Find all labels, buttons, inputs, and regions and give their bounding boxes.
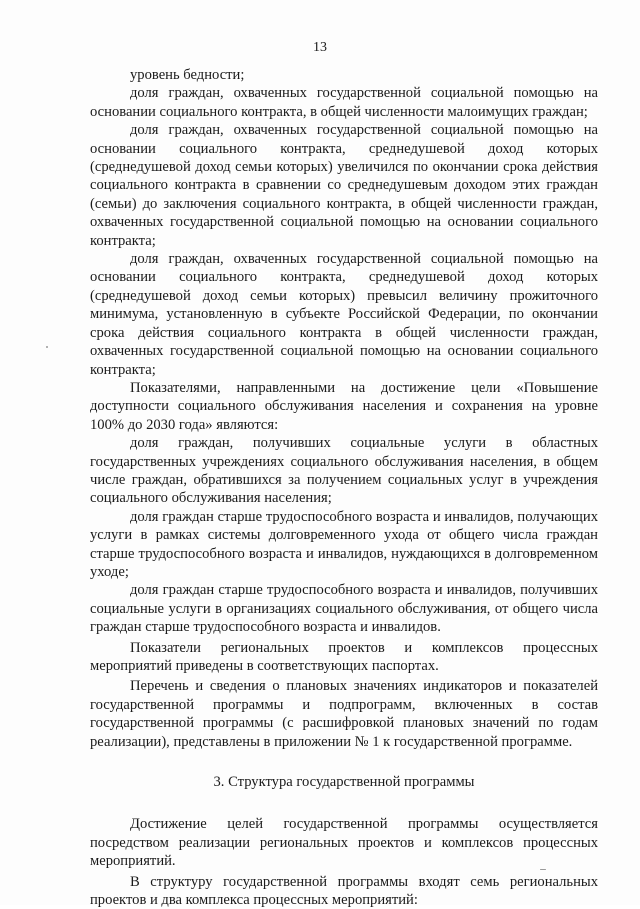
paragraph: доля граждан, получивших социальные услуги в областных государственных учреждениях социального обслуживания населения, в общем числе граждан, обратившихся за получением социальных услуг в учреждения социального обслуживания населения; — [90, 435, 598, 507]
page-body — [90, 66, 598, 909]
paragraph: Показателями, направленными на достижение цели «Повышение доступности социального обслуживания населения и сохранения на уровне 100% до 2030 года» являются: — [90, 379, 598, 433]
paragraph: Достижение целей государственной программы осуществляется посредством реализации региональных проектов и комплексов процессных мероприятий. — [90, 816, 598, 870]
scan-speck — [540, 869, 546, 870]
paragraph: доля граждан старше трудоспособного возраста и инвалидов, получивших социальные услуги в организациях социального обслуживания, от общего числа граждан старше трудоспособного возраста и инвалидов. — [90, 582, 598, 636]
paragraph: доля граждан, охваченных государственной социальной помощью на основании социального контракта, среднедушевой доход которых (среднедушевой доход семьи которых) превысил величину прожиточного минимума, установленную в субъекте Российской Федерации, по окончании срока действия социального контракта в общей численности граждан, охваченных государственной социальной помощью на основании социального контракта; — [90, 251, 598, 378]
paragraph: доля граждан, охваченных государственной социальной помощью на основании социального контракта, среднедушевой доход которых (среднедушевой доход семьи которых) увеличился по окончании срока действия социального контракта в сравнении со среднедушевым доходом этих граждан (семьи) до заключения социального контракта, в общей численности граждан, охваченных государственной социальной помощью на основании социального контракта; — [90, 122, 598, 249]
paragraph: Перечень и сведения о плановых значениях индикаторов и показателей государственной программы и подпрограмм, включенных в состав государственной программы (с расшифровкой плановых значений по годам реализации), представлены в приложении № 1 к государственной программе. — [90, 678, 598, 750]
page-number: 13 — [313, 40, 327, 55]
paragraph: В структуру государственной программы входят семь региональных проектов и два комплекса процессных мероприятий: — [90, 873, 598, 909]
paragraph: доля граждан, охваченных государственной социальной помощью на основании социального контракта, в общей численности малоимущих граждан; — [90, 85, 598, 120]
section-heading: 3. Структура государственной программы — [213, 774, 475, 791]
paragraph: доля граждан старше трудоспособного возраста и инвалидов, получающих услуги в рамках системы долговременного ухода от общего числа граждан старше трудоспособного возраста и инвалидов, нуждающихся в долговременном уходе; — [90, 508, 598, 580]
paragraph: Показатели региональных проектов и комплексов процессных мероприятий приведены в соответствующих паспортах. — [90, 639, 598, 674]
scan-speck — [46, 346, 48, 348]
paragraph: уровень бедности; — [130, 67, 245, 83]
